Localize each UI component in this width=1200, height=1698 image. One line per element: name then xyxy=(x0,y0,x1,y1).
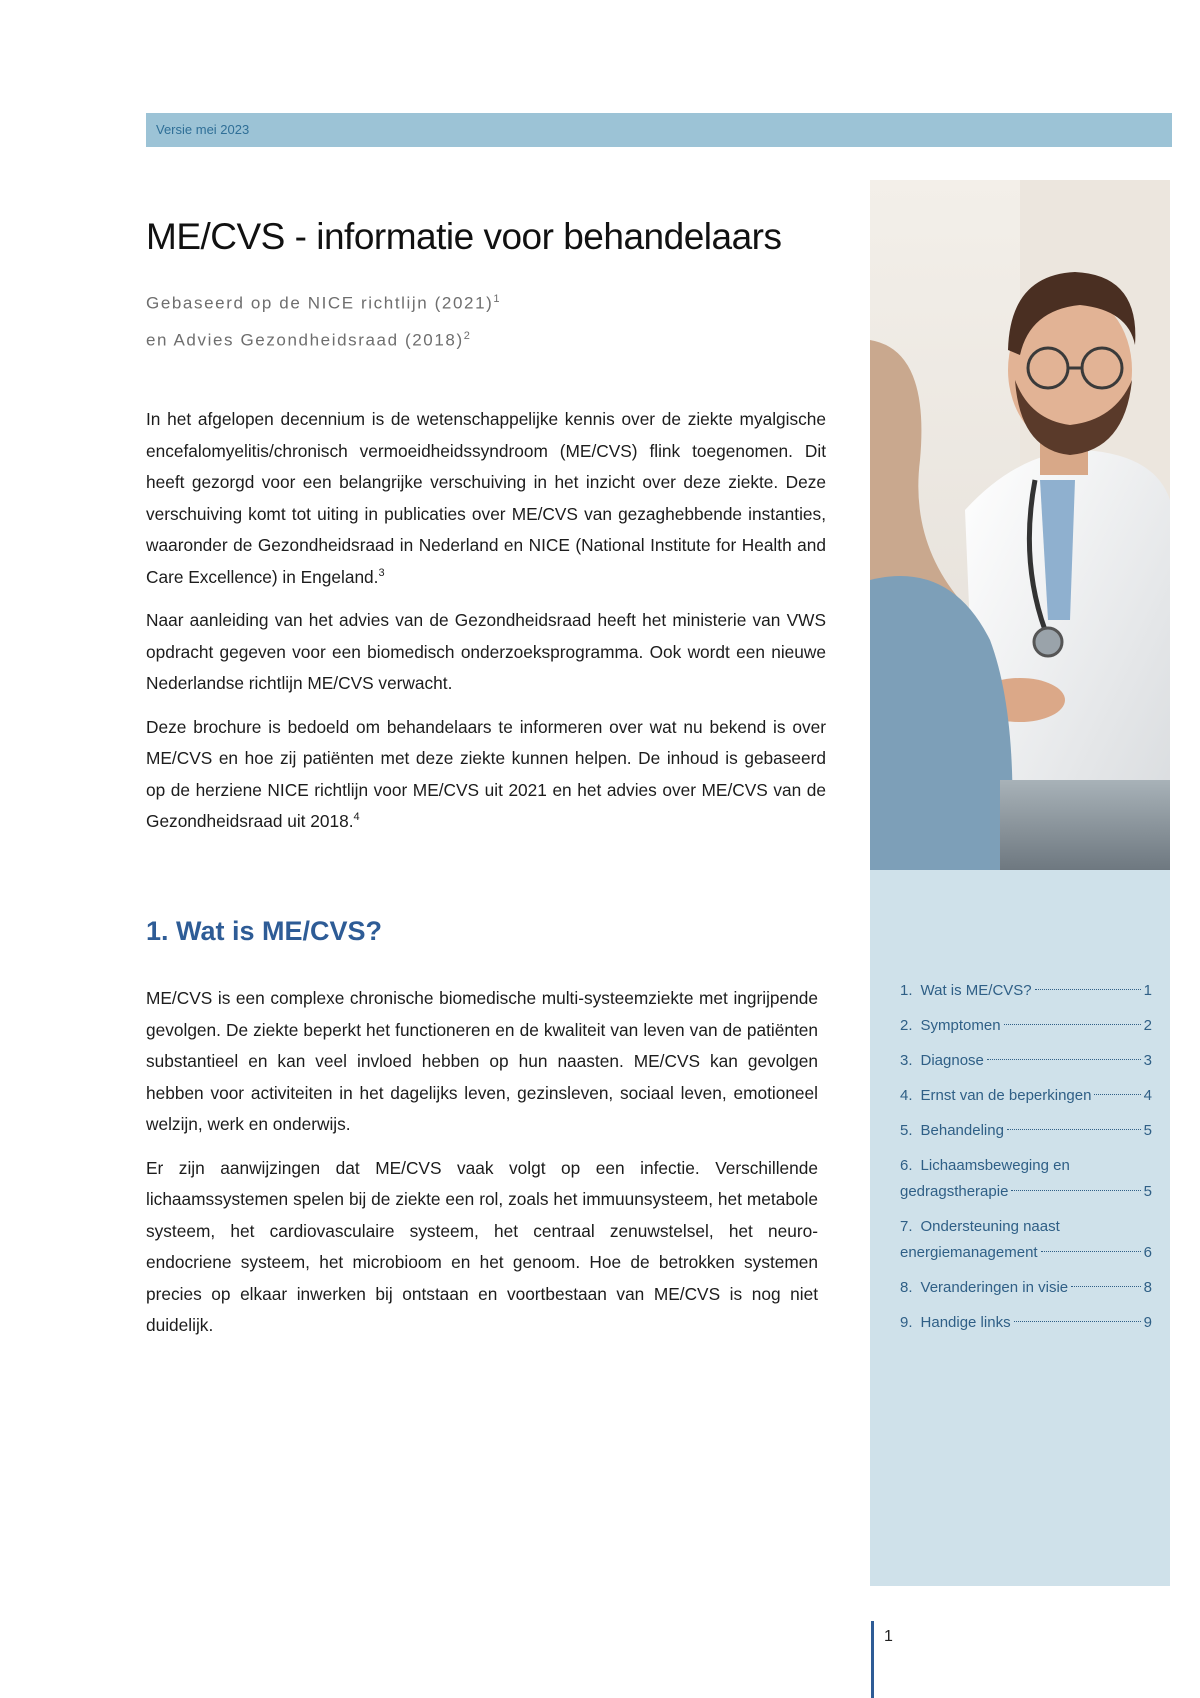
doctor-photo xyxy=(870,180,1170,870)
toc-item-label-continued: gedragstherapie xyxy=(900,1183,1009,1200)
toc-leader-dots xyxy=(1004,1024,1141,1025)
toc-item-label: 7. Ondersteuning naast xyxy=(900,1218,1060,1235)
toc-leader-dots xyxy=(987,1059,1141,1060)
toc-item-page: 9 xyxy=(1143,1314,1152,1331)
toc-leader-dots xyxy=(1071,1286,1141,1287)
toc-item-label: Wat is ME/CVS? xyxy=(920,982,1032,999)
toc-leader-dots xyxy=(1094,1094,1140,1095)
table-of-contents xyxy=(870,870,1170,1586)
toc-item-label: Handige links xyxy=(920,1314,1011,1331)
toc-item-number: 3. xyxy=(900,1052,913,1069)
footnote-ref[interactable]: 4 xyxy=(353,811,360,824)
toc-item[interactable] xyxy=(900,1275,1152,1301)
toc-item[interactable] xyxy=(900,1118,1152,1144)
toc-item-page: 5 xyxy=(1143,1122,1152,1139)
toc-item-label: Symptomen xyxy=(920,1017,1001,1034)
toc-leader-dots xyxy=(1011,1190,1140,1191)
footnote-ref[interactable]: 2 xyxy=(463,329,470,342)
toc-item[interactable] xyxy=(900,1048,1152,1074)
toc-list xyxy=(900,978,1152,1345)
toc-item-label: Behandeling xyxy=(920,1122,1004,1139)
toc-item-label: 6. Lichaamsbeweging en xyxy=(900,1157,1070,1174)
intro-section xyxy=(146,404,826,850)
toc-item-label: Diagnose xyxy=(920,1052,984,1069)
footnote-ref[interactable]: 1 xyxy=(493,293,500,305)
intro-paragraph-1: In het afgelopen decennium is de wetenschappelijke kennis over de ziekte myalgische encefalomyelitis/chronisch vermoeidheidssyndroom (ME/CVS) flink toegenomen. Dit heeft gezorgd voor een belangrijke verschuiving in het inzicht over deze ziekte. Deze verschuiving komt tot uiting in publicaties over ME/CVS van gezaghebbende instanties, waaronder de Gezondheidsraad in Nederland en NICE (National Institute for Health and Care Excellence) in Engeland.$^3$ xyxy=(146,409,826,587)
version-bar xyxy=(146,113,1172,147)
toc-item-page: 3 xyxy=(1143,1052,1152,1069)
toc-item-number: 1. xyxy=(900,982,913,999)
toc-item-page: 5 xyxy=(1143,1183,1152,1200)
page-title: ME/CVS - informatie voor behandelaars xyxy=(146,216,782,257)
toc-item[interactable] xyxy=(900,1153,1152,1205)
section-1-paragraph-1: ME/CVS is een complexe chronische biomedische multi-systeemziekte met ingrijpende gevolgen. De ziekte beperkt het functioneren en de kwaliteit van leven van de patiënten substantieel en kan veel invloed hebben op hun naasten. ME/CVS kan gevolgen hebben voor activiteiten in het dagelijks leven, gezinsleven, sociaal leven, emotioneel welzijn, werk en onderwijs. xyxy=(146,988,818,1134)
toc-item-number: 8. xyxy=(900,1279,913,1296)
page-number: 1 xyxy=(884,1628,893,1645)
toc-item-label-continued: energiemanagement xyxy=(900,1244,1038,1261)
toc-item[interactable] xyxy=(900,1310,1152,1336)
section-1-heading: 1. Wat is ME/CVS? xyxy=(146,916,383,946)
toc-item-page: 1 xyxy=(1143,982,1152,999)
toc-item-number: 9. xyxy=(900,1314,913,1331)
toc-leader-dots xyxy=(1041,1251,1141,1252)
subtitle-line-1: Gebaseerd op de NICE richtlijn $(2021)^1$ xyxy=(146,293,500,313)
toc-item-page: 6 xyxy=(1143,1244,1152,1261)
toc-item-number: 2. xyxy=(900,1017,913,1034)
version-label: Versie mei 2023 xyxy=(156,122,250,137)
intro-paragraph-3: Deze brochure is bedoeld om behandelaars te informeren over wat nu bekend is over ME/CVS en hoe zij patiënten met deze ziekte kunnen helpen. De inhoud is gebaseerd op de herziene NICE richtlijn voor ME/CVS uit 2021 en het advies over ME/CVS van de Gezondheidsraad uit 2018.$^4$ xyxy=(146,716,826,831)
toc-item-number: 4. xyxy=(900,1087,913,1104)
footnote-ref[interactable]: 3 xyxy=(378,566,385,579)
section-1-paragraph-2: Er zijn aanwijzingen dat ME/CVS vaak volgt op een infectie. Verschillende lichaamssystemen spelen bij de ziekte een rol, zoals het immuunsysteem, het metabole systeem, het cardiovasculaire systeem, het centraal zenuwstelsel, het neuro-endocriene systeem, het microbioom en het genoom. Hoe de betrokken systemen precies op elkaar inwerken bij ontstaan en voortbestaan van ME/CVS is nog niet duidelijk. xyxy=(146,1157,818,1335)
toc-item-label: Ernst van de beperkingen xyxy=(920,1087,1092,1104)
toc-item-page: 8 xyxy=(1143,1279,1152,1296)
toc-item[interactable] xyxy=(900,1083,1152,1109)
intro-paragraph-2: Naar aanleiding van het advies van de Gezondheidsraad heeft het ministerie van VWS opdracht gegeven voor een biomedisch onderzoeksprogramma. Ook wordt een nieuwe Nederlandse richtlijn ME/CVS verwacht. xyxy=(146,610,826,693)
toc-item-page: 4 xyxy=(1143,1087,1152,1104)
page-number-marker xyxy=(871,1621,874,1698)
toc-item[interactable] xyxy=(900,1013,1152,1039)
toc-leader-dots xyxy=(1007,1129,1141,1130)
subtitle-line-2: en Advies Gezondheidsraad $(2018)^2$ xyxy=(146,329,470,350)
toc-item-page: 2 xyxy=(1143,1017,1152,1034)
toc-item[interactable] xyxy=(900,978,1152,1004)
toc-item-number: 5. xyxy=(900,1122,913,1139)
toc-leader-dots xyxy=(1014,1321,1141,1322)
toc-item-label: Veranderingen in visie xyxy=(920,1279,1069,1296)
subtitle xyxy=(146,283,746,356)
toc-item[interactable] xyxy=(900,1214,1152,1266)
toc-leader-dots xyxy=(1035,989,1141,990)
section-1-body xyxy=(146,983,818,1354)
